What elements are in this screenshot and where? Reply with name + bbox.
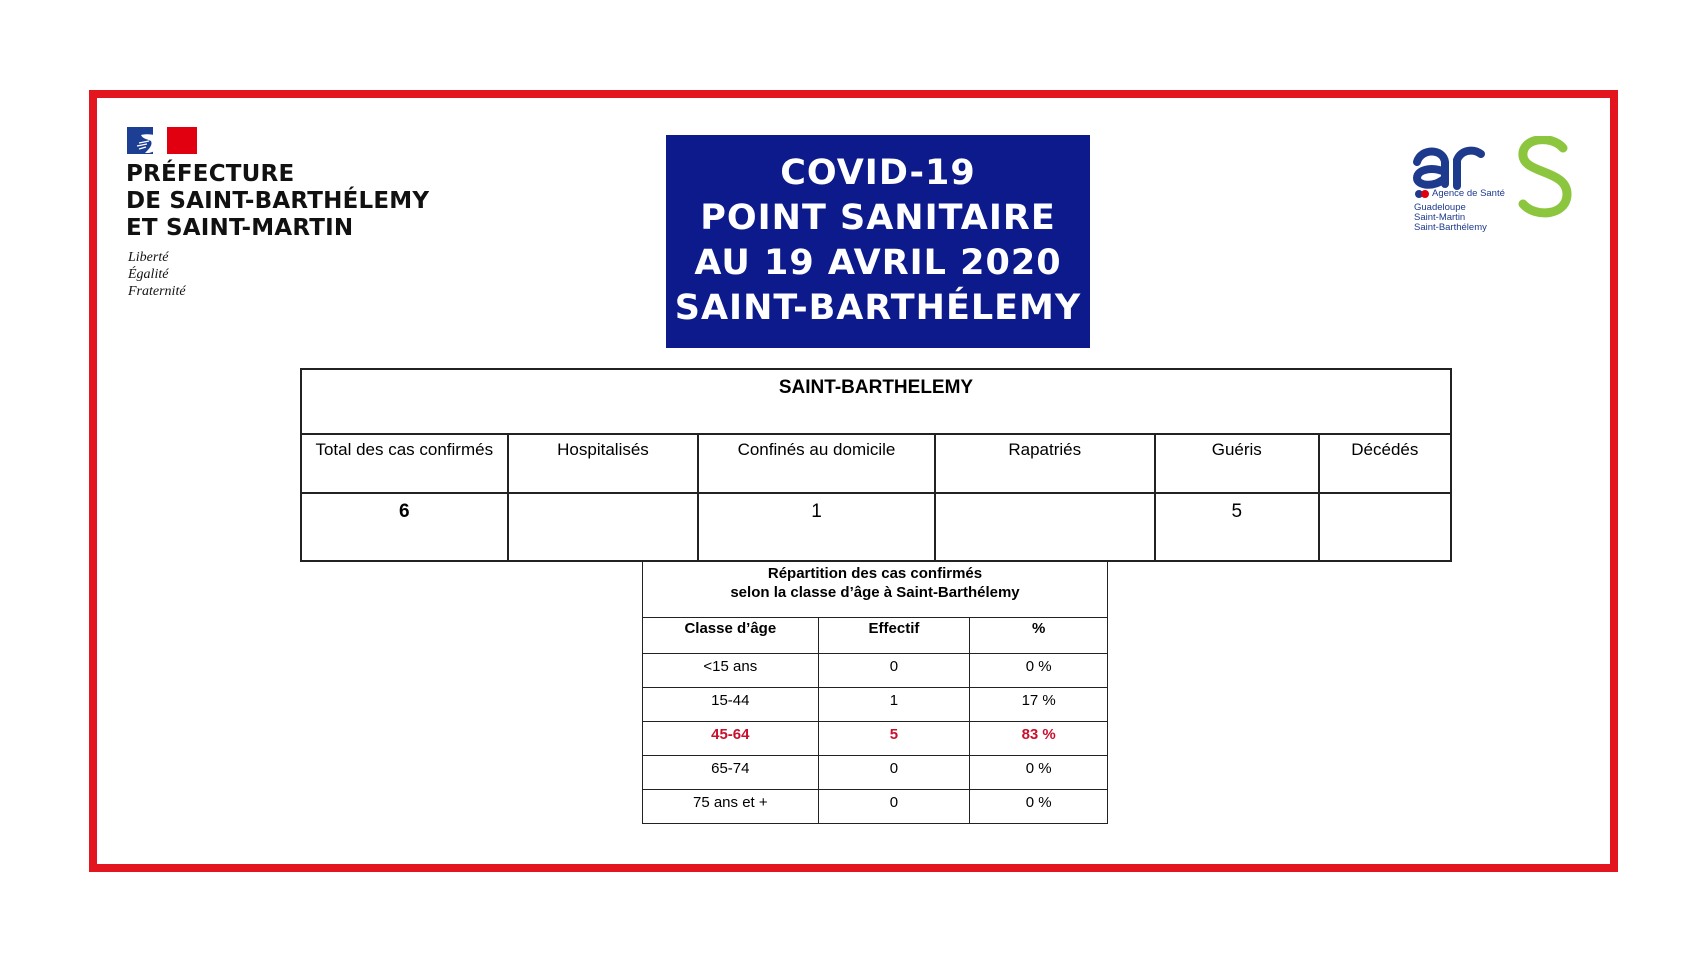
- header-count: Effectif: [818, 618, 970, 654]
- banner-line: POINT SANITAIRE: [700, 198, 1056, 238]
- ars-region: Saint-Martin: [1414, 212, 1466, 223]
- age-class-cell: 45-64: [643, 722, 819, 756]
- table-row-highlighted: [643, 722, 1108, 756]
- ars-agency-label: Agence de Santé: [1432, 188, 1505, 199]
- header-age-class: Classe d’âge: [643, 618, 819, 654]
- banner-line: COVID-19: [780, 153, 976, 193]
- age-table-title-line: selon la classe d’âge à Saint-Barthélemy: [730, 584, 1020, 601]
- age-class-cell: 65-74: [643, 756, 819, 790]
- summary-title: SAINT-BARTHELEMY: [301, 369, 1451, 434]
- table-row: [643, 756, 1108, 790]
- value-home-confined: 1: [698, 493, 934, 561]
- value-deceased: [1319, 493, 1451, 561]
- header-hospitalized: Hospitalisés: [508, 434, 699, 493]
- count-cell: 0: [818, 756, 970, 790]
- summary-values-row: [301, 493, 1451, 561]
- banner-line: AU 19 AVRIL 2020: [694, 243, 1062, 283]
- prefecture-line: ET SAINT-MARTIN: [126, 215, 354, 241]
- age-distribution-table: [642, 561, 1108, 824]
- summary-title-row: [301, 369, 1451, 434]
- count-cell: 1: [818, 688, 970, 722]
- republic-motto: [128, 249, 186, 300]
- age-table-title: [643, 562, 1108, 618]
- value-repatriated: [935, 493, 1155, 561]
- summary-table: [300, 368, 1452, 562]
- age-class-cell: 15-44: [643, 688, 819, 722]
- header-repatriated: Rapatriés: [935, 434, 1155, 493]
- age-class-cell: 75 ans et +: [643, 790, 819, 824]
- banner-line: SAINT-BARTHÉLEMY: [674, 288, 1082, 328]
- header-percent: %: [970, 618, 1108, 654]
- age-class-cell: <15 ans: [643, 654, 819, 688]
- age-table-title-row: [643, 562, 1108, 618]
- marianne-flag-icon: [127, 127, 197, 154]
- prefecture-title: [126, 161, 429, 242]
- prefecture-line: PRÉFECTURE: [126, 161, 295, 187]
- table-row: [643, 688, 1108, 722]
- age-table-title-line: Répartition des cas confirmés: [767, 565, 983, 582]
- summary-header-row: [301, 434, 1451, 493]
- ars-region: Guadeloupe: [1414, 202, 1466, 213]
- header-recovered: Guéris: [1155, 434, 1319, 493]
- header-deceased: Décédés: [1319, 434, 1451, 493]
- percent-cell: 17 %: [970, 688, 1108, 722]
- percent-cell: 0 %: [970, 654, 1108, 688]
- count-cell: 0: [818, 654, 970, 688]
- header-home-confined: Confinés au domicile: [698, 434, 934, 493]
- count-cell: 5: [818, 722, 970, 756]
- percent-cell: 83 %: [970, 722, 1108, 756]
- table-row: [643, 654, 1108, 688]
- percent-cell: 0 %: [970, 756, 1108, 790]
- prefecture-line: DE SAINT-BARTHÉLEMY: [126, 188, 430, 214]
- header-total-cases: Total des cas confirmés: [301, 434, 508, 493]
- ars-region: Saint-Barthélemy: [1414, 222, 1487, 233]
- value-total-cases: 6: [301, 493, 508, 561]
- value-hospitalized: [508, 493, 699, 561]
- age-table-header-row: [643, 618, 1108, 654]
- percent-cell: 0 %: [970, 790, 1108, 824]
- count-cell: 0: [818, 790, 970, 824]
- motto-line: Égalité: [128, 267, 169, 282]
- motto-line: Liberté: [128, 250, 169, 265]
- table-row: [643, 790, 1108, 824]
- ars-regions: [1414, 203, 1487, 233]
- ars-dots-icon: [1414, 189, 1430, 199]
- value-recovered: 5: [1155, 493, 1319, 561]
- motto-line: Fraternité: [128, 284, 186, 299]
- title-banner: [666, 135, 1090, 348]
